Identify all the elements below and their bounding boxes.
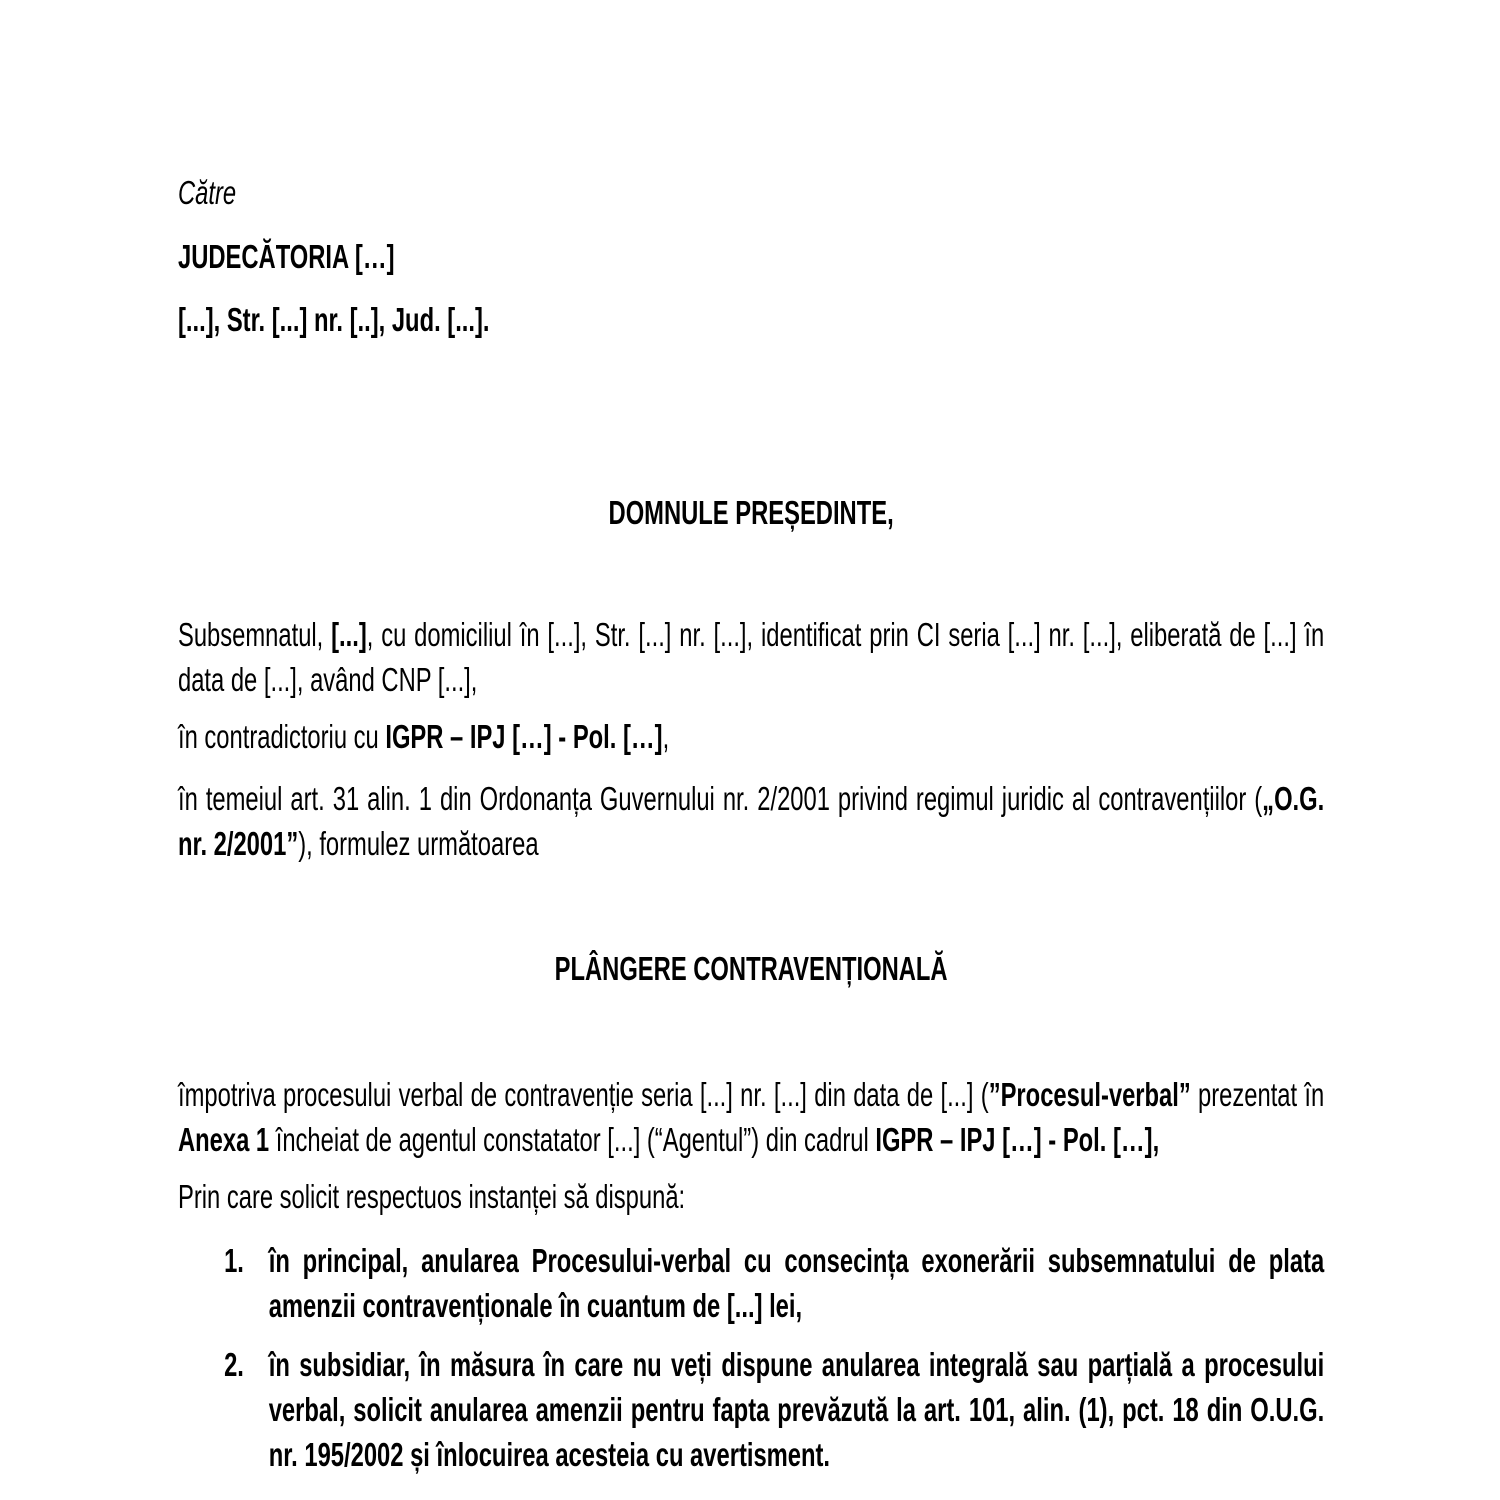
paragraph-contradictoriu — [178, 714, 1324, 759]
heading-plangere: PLÂNGERE CONTRAVENȚIONALĂ — [554, 950, 948, 987]
paragraph-temeiul — [178, 776, 1324, 866]
text-segment: în contradictoriu cu — [178, 718, 386, 755]
text-segment: Subsemnatul, — [178, 616, 332, 653]
text-segment-bold: ”Procesul-verbal” — [988, 1076, 1191, 1113]
salutation: Către — [178, 174, 237, 211]
request-text: în principal, anularea Procesului-verbal cu consecința exonerării subsemnatului de plata amenzii contravenționale în cuantum de [...] lei, — [268, 1242, 1325, 1324]
list-number: 2. — [224, 1346, 244, 1383]
document-content — [178, 170, 1324, 1477]
court-name: JUDECĂTORIA […] — [178, 238, 395, 275]
text-segment: ), formulez următoarea — [298, 825, 539, 862]
text-segment: în temeiul art. 31 alin. 1 din Ordonanța Guvernului nr. 2/2001 privind regimul juridic al contravențiilor ( — [178, 780, 1263, 817]
text-segment: încheiat de agentul constatator [...] (“Agentul”) din cadrul — [269, 1121, 876, 1158]
text-segment-bold: [...] — [331, 616, 367, 653]
text-segment-bold: IGPR – IPJ […] - Pol. […], — [875, 1121, 1160, 1158]
request-text: în subsidiar, în măsura în care nu veți dispune anularea integrală sau parțială a procesului verbal, solicit anularea amenzii pentru fapta prevăzută la art. 101, alin. (1), pct. 18 din O.U.G. nr. 195/2002 și înlocuirea acesteia cu avertisment. — [268, 1346, 1325, 1473]
text-segment-bold: IGPR – IPJ […] - Pol. […] — [385, 718, 663, 755]
paragraph-subsemnatul — [178, 612, 1324, 702]
text-segment: , cu domiciliul în [...], Str. [...] nr. [...], identificat prin CI seria [...] nr. [...], eliberată de [...] în data de [...], având CNP [...], — [178, 616, 1325, 698]
request-item-2 — [178, 1342, 1324, 1477]
text-segment-bold: „O.G. nr. 2/2001” — [178, 780, 1325, 862]
text-segment-bold: Anexa 1 — [178, 1121, 270, 1158]
request-item-1 — [178, 1238, 1324, 1328]
text-segment: împotriva procesului verbal de contravenție seria [...] nr. [...] din data de [...] ( — [178, 1076, 989, 1113]
text-segment: , — [662, 718, 670, 755]
paragraph-impotriva — [178, 1072, 1324, 1162]
paragraph-solicit: Prin care solicit respectuos instanței să dispună: — [178, 1178, 686, 1215]
list-number: 1. — [224, 1242, 244, 1279]
text-segment: prezentat în — [1190, 1076, 1325, 1113]
court-address: [...], Str. [...] nr. [..], Jud. [...]. — [178, 301, 490, 338]
heading-president: DOMNULE PREȘEDINTE, — [608, 494, 894, 531]
